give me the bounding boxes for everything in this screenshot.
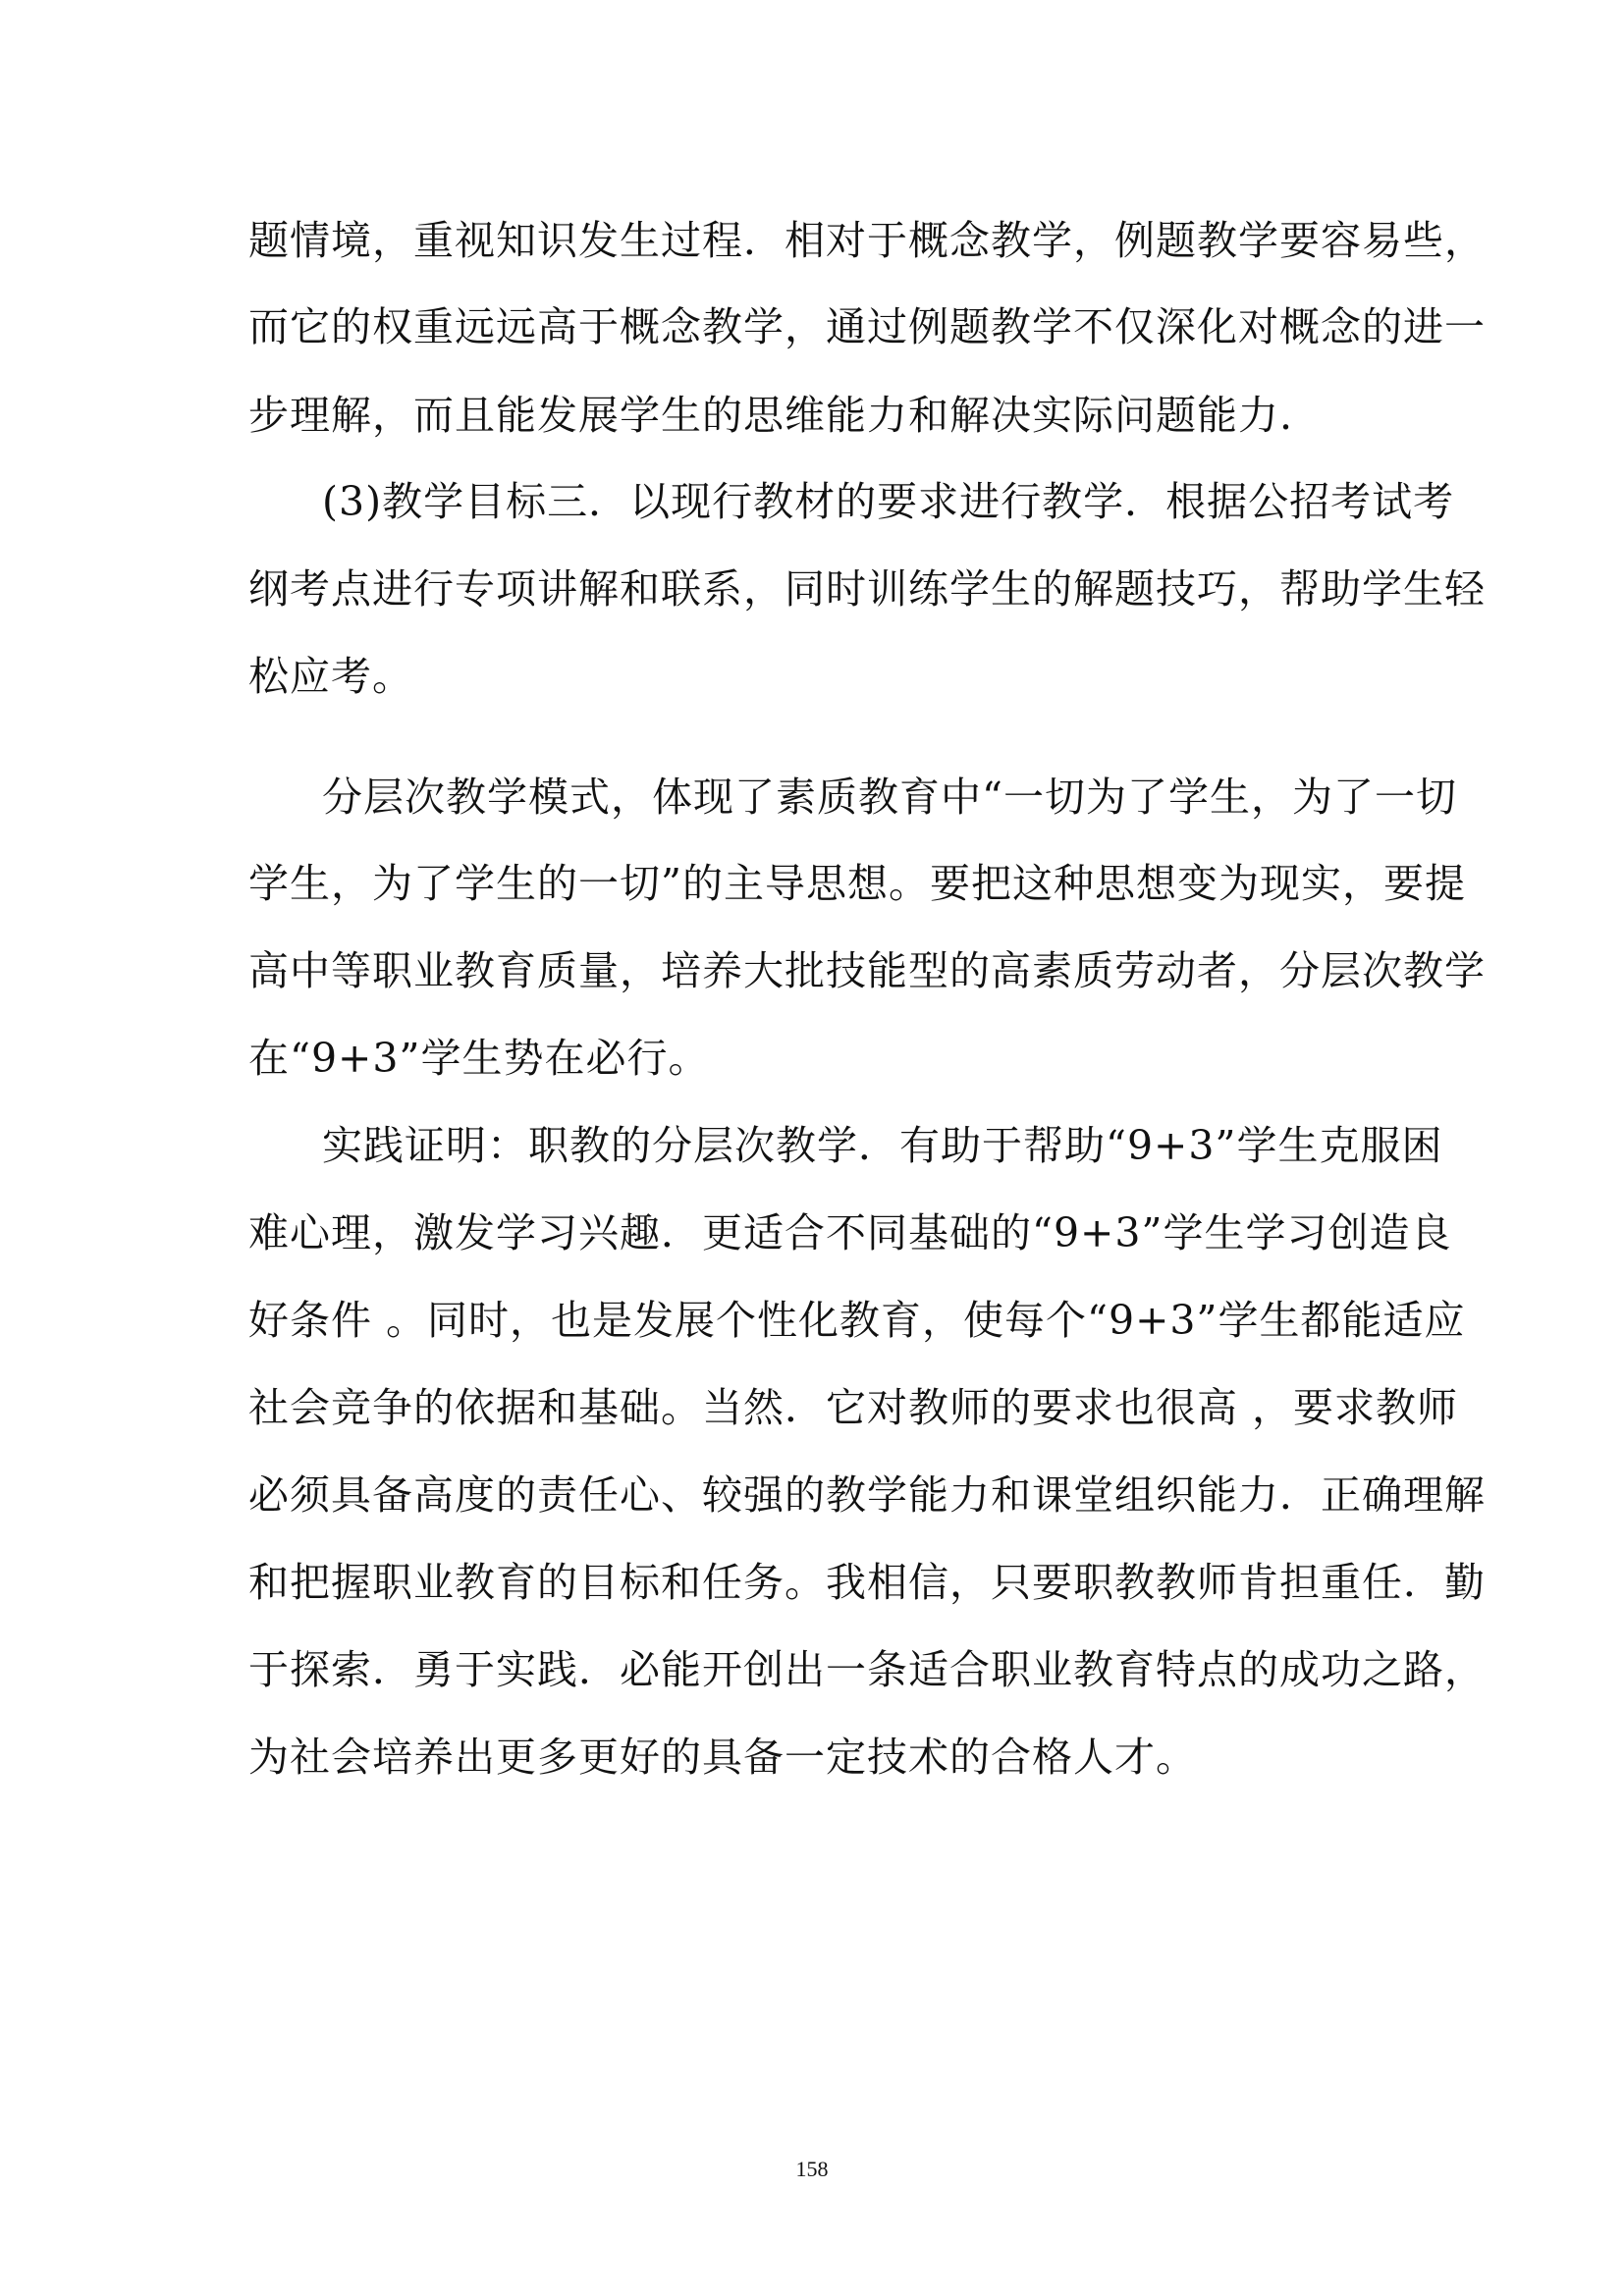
paragraph-1-line-1: 题情境，重视知识发生过程．相对于概念教学，例题教学要容易些，	[248, 217, 1486, 264]
paragraph-4-line-6: 和把握职业教育的目标和任务。我相信，只要职教教师肯担重任．勤	[248, 1559, 1486, 1606]
paragraph-4-line-1: 实践证明：职教的分层次教学．有助于帮助“9+3”学生克服困	[322, 1122, 1443, 1169]
paragraph-4-line-4: 社会竞争的依据和基础。当然．它对教师的要求也很高 ，要求教师	[248, 1384, 1459, 1431]
page-number: 158	[795, 2157, 829, 2181]
paragraph-4-line-8: 为社会培养出更多更好的具备一定技术的合格人才。	[248, 1734, 1197, 1781]
paragraph-4-line-3: 好条件 。同时，也是发展个性化教育，使每个“9+3”学生都能适应	[248, 1297, 1466, 1344]
paragraph-3-line-4: 在“9+3”学生势在必行。	[248, 1035, 710, 1082]
paragraph-3-line-3: 高中等职业教育质量，培养大批技能型的高素质劳动者，分层次教学	[248, 947, 1486, 994]
paragraph-1-line-2: 而它的权重远远高于概念教学，通过例题教学不仅深化对概念的进一	[248, 303, 1486, 350]
paragraph-4-line-2: 难心理，激发学习兴趣．更适合不同基础的“9+3”学生学习创造良	[248, 1209, 1452, 1256]
paragraph-2-line-1: (3)教学目标三．以现行教材的要求进行教学．根据公招考试考	[322, 478, 1455, 525]
paragraph-3-line-1: 分层次教学模式，体现了素质教育中“一切为了学生，为了一切	[322, 774, 1457, 821]
paragraph-1-line-3: 步理解，而且能发展学生的思维能力和解决实际问题能力.	[248, 392, 1294, 439]
paragraph-4-line-7: 于探索．勇于实践．必能开创出一条适合职业教育特点的成功之路，	[248, 1646, 1486, 1693]
paragraph-4-line-5: 必须具备高度的责任心、较强的教学能力和课堂组织能力．正确理解	[248, 1471, 1486, 1519]
paragraph-2-line-2: 纲考点进行专项讲解和联系，同时训练学生的解题技巧，帮助学生轻	[248, 565, 1486, 613]
paragraph-3-line-2: 学生，为了学生的一切”的主导思想。要把这种思想变为现实，要提	[248, 860, 1466, 907]
paragraph-2-line-3: 松应考。	[248, 653, 413, 700]
